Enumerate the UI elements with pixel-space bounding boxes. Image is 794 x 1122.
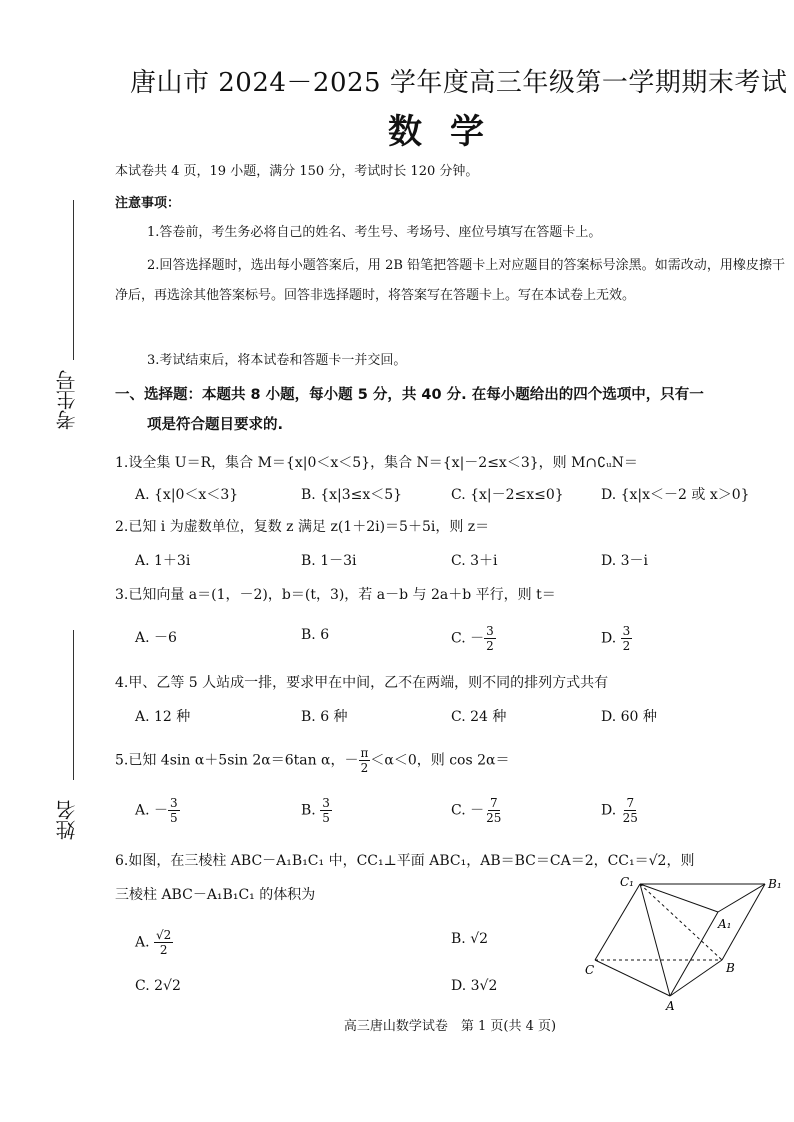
q1-option-c: C. {x|－2≤x≤0} — [451, 487, 564, 503]
question-6-stem-line2: 三棱柱 ABC－A₁B₁C₁ 的体积为 — [115, 887, 316, 903]
name-line — [73, 630, 74, 780]
notice-item-1: 1.答卷前，考生务必将自己的姓名、考生号、考场号、座位号填写在答题卡上。 — [147, 225, 602, 240]
q3-option-b: B. 6 — [301, 627, 330, 643]
q6-option-a: A. $\frac{√2}{2}$ — [135, 928, 172, 957]
q2-option-a: A. 1＋3i — [135, 553, 191, 569]
q5-c-frac: $\frac{7}{25}$ — [486, 796, 502, 825]
q3-option-a: A. －6 — [135, 630, 177, 646]
q4-option-c: C. 24 种 — [451, 709, 507, 725]
intro-text: 本试卷共 4 页，19 小题，满分 150 分，考试时长 120 分钟。 — [115, 164, 479, 179]
edge-c-a — [595, 960, 670, 996]
edge-a1-a — [670, 912, 718, 996]
q4-option-b: B. 6 种 — [301, 709, 348, 725]
question-4-stem: 4.甲、乙等 5 人站成一排，要求甲在中间，乙不在两端，则不同的排列方式共有 — [115, 675, 609, 691]
edge-c1-a — [640, 884, 670, 996]
page-footer: 高三唐山数学试卷 第 1 页(共 4 页) — [343, 1019, 557, 1034]
question-5-stem: 5.已知 4sin α＋5sin 2α＝6tan α，－ $\frac{\pi}{2}$ ＜α＜0，则 cos 2α＝ — [115, 746, 510, 775]
question-2-stem: 2.已知 i 为虚数单位，复数 z 满足 z(1＋2i)＝5＋5i，则 z＝ — [115, 519, 490, 535]
exam-title: 唐山市 2024－2025 学年度高三年级第一学期期末考试 — [130, 68, 788, 98]
q1-option-d: D. {x|x＜－2 或 x＞0} — [601, 487, 750, 503]
label-a1: A₁ — [718, 917, 732, 931]
subject-title: 数学 — [388, 112, 512, 152]
section-heading-line2: 项是符合题目要求的. — [147, 417, 284, 433]
question-1-stem: 1.设全集 U＝R，集合 M＝{x|0＜x＜5}，集合 N＝{x|－2≤x＜3}，则 M∩∁ᵤN＝ — [115, 455, 638, 471]
edge-a-b — [670, 960, 722, 996]
q4-option-d: D. 60 种 — [601, 709, 657, 725]
q5-option-b: B. $\frac{3}{5}$ — [301, 796, 330, 825]
edge-c1-c — [595, 884, 640, 960]
edge-c1-a1 — [640, 884, 718, 912]
q6-a-frac: $\frac{√2}{2}$ — [156, 928, 172, 957]
q2-option-d: D. 3－i — [601, 553, 649, 569]
exam-number-line — [73, 200, 74, 360]
notice-title: 注意事项： — [115, 196, 181, 211]
name-label: 姓名 — [55, 800, 79, 840]
q2-option-b: B. 1－3i — [301, 553, 357, 569]
section-heading-line1: 一、选择题：本题共 8 小题，每小题 5 分，共 40 分. 在每小题给出的四个选项中，只有一 — [115, 387, 704, 403]
q3-option-c-fraction: $\frac{3}{2}$ — [486, 624, 494, 653]
q4-option-a: A. 12 种 — [135, 709, 191, 725]
q5-b-frac: $\frac{3}{5}$ — [322, 796, 330, 825]
q5-option-d: D. $\frac{7}{25}$ — [601, 796, 638, 825]
q5-d-frac: $\frac{7}{25}$ — [622, 796, 638, 825]
edge-c1-b — [640, 884, 722, 960]
edge-a1-b1 — [718, 884, 765, 912]
q3-option-d-fraction: $\frac{3}{2}$ — [622, 624, 631, 653]
label-a: A — [666, 999, 675, 1012]
q3-option-d: D. $\frac{3}{2}$ — [601, 624, 631, 653]
section-heading — [115, 380, 787, 440]
q5-stem-fraction: $\frac{\pi}{2}$ — [360, 746, 369, 775]
exam-number-label: 考生号 — [55, 370, 79, 430]
label-c1: C₁ — [620, 875, 634, 889]
q6-option-b: B. √2 — [451, 931, 489, 947]
notice-item-2: 2.回答选择题时，选出每小题答案后，用 2B 铅笔把答题卡上对应题目的答案标号涂黑。如需改动，用橡皮擦干净后，再选涂其他答案标号。回答非选择题时，将答案写在答题卡上。写在本试卷上无效。 — [115, 258, 785, 303]
question-6-stem-line1: 6.如图，在三棱柱 ABC－A₁B₁C₁ 中，CC₁⊥平面 ABC₁，AB＝BC＝CA＝2，CC₁＝√2，则 — [115, 853, 695, 869]
label-b: B — [726, 961, 735, 975]
q5-option-a: A. － $\frac{3}{5}$ — [135, 796, 178, 825]
q5-a-frac: $\frac{3}{5}$ — [170, 796, 178, 825]
label-c: C — [585, 963, 595, 977]
q1-option-b: B. {x|3≤x＜5} — [301, 487, 403, 503]
q1-option-a: A. {x|0＜x＜3} — [135, 487, 239, 503]
q3-option-c: C. － $\frac{3}{2}$ — [451, 624, 494, 653]
q6-option-d: D. 3√2 — [451, 978, 498, 994]
label-b1: B₁ — [768, 877, 782, 891]
q6-option-c: C. 2√2 — [135, 978, 181, 994]
q2-option-c: C. 3＋i — [451, 553, 498, 569]
notice-item-3: 3.考试结束后，将本试卷和答题卡一并交回。 — [147, 353, 407, 368]
prism-figure — [580, 872, 790, 1012]
question-3-stem: 3.已知向量 a＝(1，－2)，b＝(t，3)，若 a－b 与 2a＋b 平行，则 t＝ — [115, 587, 556, 603]
q5-option-c: C. － $\frac{7}{25}$ — [451, 796, 502, 825]
